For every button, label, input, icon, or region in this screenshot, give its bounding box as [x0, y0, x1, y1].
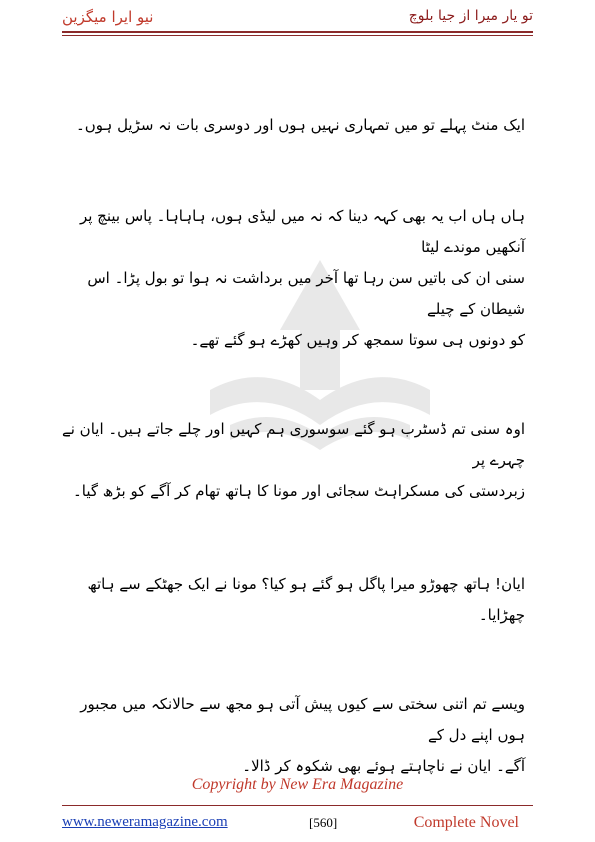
- header-divider: [62, 31, 533, 33]
- text-line: اوہ سنی تم ڈسٹرب ہو گئے سوسوری ہم کہیں اور چلے جاتے ہیں۔ ایان نے چہرے پر: [61, 420, 525, 469]
- text-line: ویسے تم اتنی سختی سے کیوں پیش آتی ہو مجھ سے حالانکہ میں مجبور ہوں اپنے دل کے: [80, 695, 525, 744]
- text-line: کو دونوں ہی سوتا سمجھ کر وہیں کھڑے ہو گئے تھے۔: [190, 331, 525, 349]
- paragraph: [60, 414, 525, 507]
- paragraph: [60, 569, 525, 631]
- text-line: سنی ان کی باتیں سن رہا تھا آخر میں برداشت نہ ہوا تو بول پڑا۔ اس شیطان کے چیلے: [87, 269, 525, 318]
- copyright-notice: Copyright by New Era Magazine: [191, 776, 404, 793]
- paragraph: [60, 110, 525, 141]
- text-line: ہاں ہاں اب یہ بھی کہہ دینا کہ نہ میں لیڈی ہوں، ہاہاہا۔ پاس بینچ پر آنکھیں موندے لیٹا: [79, 207, 525, 256]
- footer-divider: [62, 805, 533, 806]
- page-footer: [62, 810, 533, 834]
- text-line: آگے۔ ایان نے ناچاہتے ہوئے بھی شکوہ کر ڈالا۔: [242, 757, 525, 775]
- magazine-name: نیو ایرا میگزین: [62, 8, 154, 26]
- story-title: تو یار میرا از جیا بلوچ: [408, 8, 533, 24]
- text-line: ایان! ہاتھ چھوڑو میرا پاگل ہو گئے ہو کیا؟ مونا نے ایک جھٹکے سے ہاتھ چھڑایا۔: [87, 575, 525, 624]
- text-line: زبردستی کی مسکراہٹ سجائی اور مونا کا ہاتھ تھام کر آگے کو بڑھ گیا۔: [73, 482, 525, 500]
- page-number: [560]: [309, 815, 338, 830]
- paragraph: [60, 689, 525, 782]
- header-divider-thin: [62, 35, 533, 36]
- paragraph: [60, 201, 525, 356]
- page-header: [0, 0, 595, 34]
- article-body: [60, 110, 525, 842]
- text-line: ایک منٹ پہلے تو میں تمہاری نہیں ہوں اور دوسری بات نہ سڑیل ہوں۔: [75, 116, 525, 134]
- website-link[interactable]: www.neweramagazine.com: [62, 814, 228, 830]
- section-label: Complete Novel: [413, 814, 519, 831]
